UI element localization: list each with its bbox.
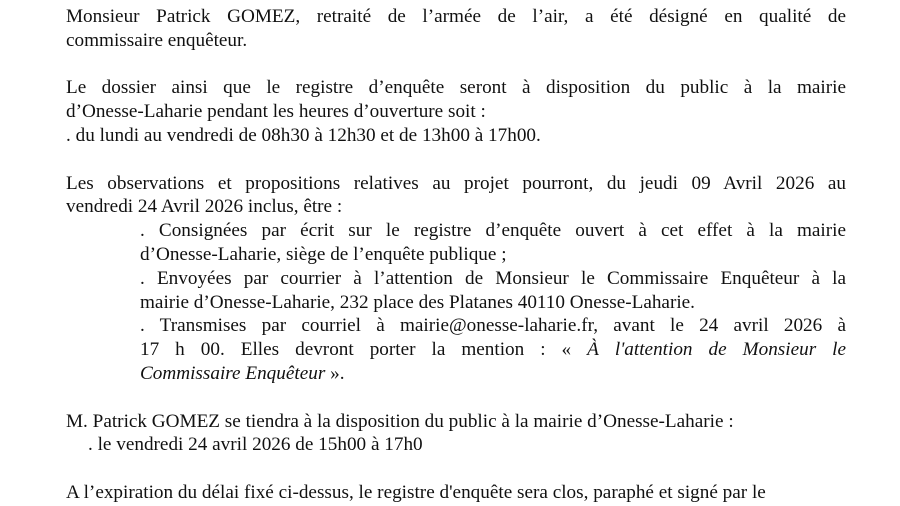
text-line: vendredi 24 Avril 2026 inclus, être : <box>66 196 343 218</box>
mention-text: Commissaire Enquêteur <box>140 362 326 384</box>
text-fragment: ». <box>330 362 345 384</box>
text-line: . Consignées par écrit sur le registre d’enquête ouvert à cet effet à la mairie <box>140 220 846 242</box>
text-line: . Transmises par courriel à mairie@onesse-laharie.fr, avant le 24 avril 2026 à <box>140 315 846 337</box>
observations-paragraph <box>66 172 846 386</box>
text-line: Les observations et propositions relatives au projet pourront, du jeudi 09 Avril 2026 au <box>66 172 846 194</box>
text-line: A l’expiration du délai fixé ci-dessus, le registre d'enquête sera clos, paraphé et signé par le <box>66 481 766 503</box>
opening-hours-line: . du lundi au vendredi de 08h30 à 12h30 et de 13h00 à 17h00. <box>66 124 541 146</box>
document-page <box>66 5 846 505</box>
text-line: . Envoyées par courrier à l’attention de Monsieur le Commissaire Enquêteur à la <box>140 267 846 289</box>
commissioner-paragraph <box>66 5 846 53</box>
text-line <box>140 362 846 386</box>
list-item <box>140 219 846 267</box>
closing-paragraph <box>66 481 846 505</box>
text-line: commissaire enquêteur. <box>66 29 248 51</box>
submission-methods-list <box>140 219 846 386</box>
file-availability-paragraph <box>66 76 846 147</box>
text-line: d’Onesse-Laharie pendant les heures d’ouverture soit : <box>66 101 486 123</box>
text-line: d’Onesse-Laharie, siège de l’enquête publique ; <box>140 243 507 265</box>
text-line <box>140 338 846 362</box>
list-item <box>140 314 846 385</box>
permanence-paragraph <box>66 410 846 458</box>
text-line: M. Patrick GOMEZ se tiendra à la disposition du public à la mairie d’Onesse-Laharie : <box>66 410 734 432</box>
permanence-date-line: . le vendredi 24 avril 2026 de 15h00 à 17h0 <box>88 434 423 456</box>
mention-text: À l'attention de Monsieur le <box>587 339 847 361</box>
text-fragment: 17 h 00. Elles devront porter la mention : « <box>140 339 572 361</box>
text-line: Monsieur Patrick GOMEZ, retraité de l’armée de l’air, a été désigné en qualité de <box>66 6 846 27</box>
text-line: Le dossier ainsi que le registre d’enquête seront à disposition du public à la mairie <box>66 77 846 99</box>
text-line: mairie d’Onesse-Laharie, 232 place des Platanes 40110 Onesse-Laharie. <box>140 291 695 313</box>
list-item <box>140 267 846 315</box>
